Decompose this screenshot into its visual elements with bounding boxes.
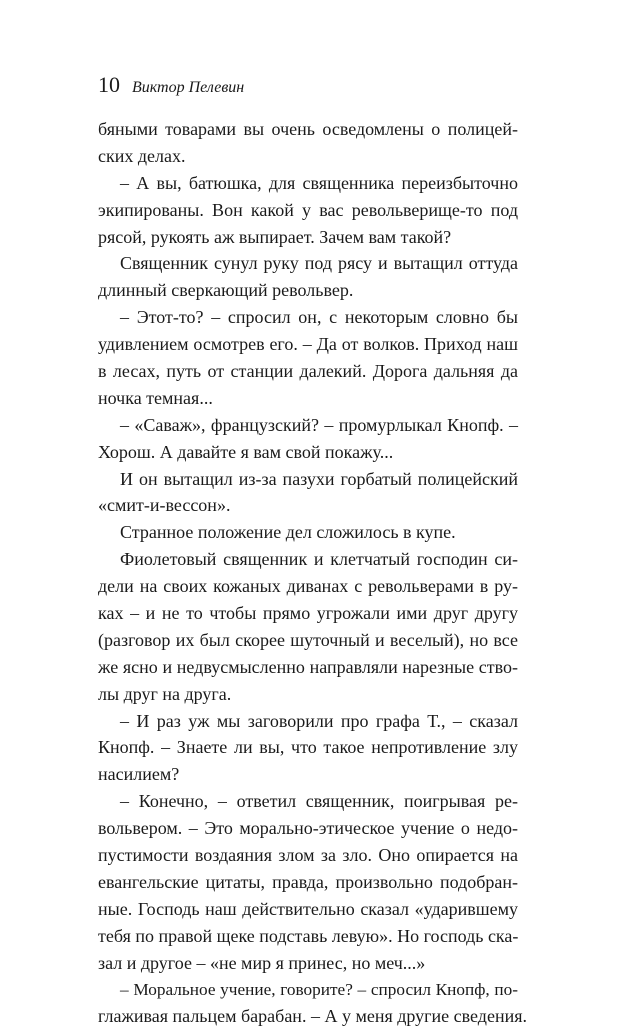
text-line: евангельские цитаты, правда, произвольно подобран- <box>98 871 518 892</box>
text-line: зал и другое – «не мир я принес, но меч...» <box>98 952 426 973</box>
text-line: И он вытащил из-за пазухи горбатый полицейский <box>120 468 518 489</box>
text-line: экипированы. Вон какой у вас револьверище-то под <box>98 199 518 220</box>
text-line: – «Саваж», французский? – промурлыкал Кнопф. – <box>120 414 518 435</box>
text-line: насилием? <box>98 764 180 785</box>
text-line: ные. Господь наш действительно сказал «ударившему <box>98 898 518 919</box>
text-line: – Этот-то? – спросил он, с некоторым словно бы <box>120 307 518 328</box>
text-line: же ясно и недвусмысленно направляли нарезные ство- <box>98 656 518 677</box>
text-line: – И раз уж мы заговорили про графа Т., – сказал <box>120 710 518 731</box>
text-line: Кнопф. – Знаете ли вы, что такое непротивление злу <box>98 737 518 758</box>
text-line: – А вы, батюшка, для священника переизбыточно <box>120 172 518 193</box>
text-line: Священник сунул руку под рясу и вытащил оттуда <box>120 253 518 274</box>
page-number: 10 <box>98 72 120 97</box>
text-line: в лесах, путь от станции далекий. Дорога дальняя да <box>98 361 518 382</box>
author-running-head: Виктор Пелевин <box>132 79 245 96</box>
text-line: – Конечно, – ответил священник, поигрывая ре- <box>120 791 518 812</box>
text-line: вольвером. – Это морально-этическое учение о недо- <box>98 818 518 839</box>
text-line: (разговор их был скорее шуточный и веселый), но все <box>98 629 518 650</box>
text-line: лы друг на друга. <box>98 683 232 704</box>
text-line: – Моральное учение, говорите? – спросил Кнопф, по- <box>120 979 518 999</box>
text-line: длинный сверкающий револьвер. <box>98 280 354 301</box>
text-line: ках – и не то чтобы прямо угрожали ими друг другу <box>98 603 518 624</box>
text-line: глаживая пальцем барабан. – А у меня другие сведения. <box>98 1006 527 1027</box>
text-line: Хорош. А давайте я вам свой покажу... <box>98 441 394 462</box>
text-line: ских делах. <box>98 145 186 166</box>
text-line: Странное положение дел сложилось в купе. <box>120 522 456 543</box>
text-line: ночка темная... <box>98 387 213 408</box>
text-line: тебя по правой щеке подставь левую». Но господь ска- <box>98 925 519 946</box>
text-line: Фиолетовый священник и клетчатый господин си- <box>120 549 518 570</box>
text-line: «смит-и-вессон». <box>98 495 231 516</box>
text-line: пустимости воздаяния злом за зло. Оно опирается на <box>98 845 518 866</box>
running-header <box>98 72 244 102</box>
text-line: рясой, рукоять аж выпирает. Зачем вам такой? <box>98 226 452 247</box>
text-line: дели на своих кожаных диванах с револьверами в ру- <box>98 576 518 597</box>
page-text-body <box>98 116 527 1030</box>
text-line: бяными товарами вы очень осведомлены о полицей- <box>98 119 518 139</box>
text-line: удивлением осмотрев его. – Да от волков. Приход наш <box>98 334 518 355</box>
